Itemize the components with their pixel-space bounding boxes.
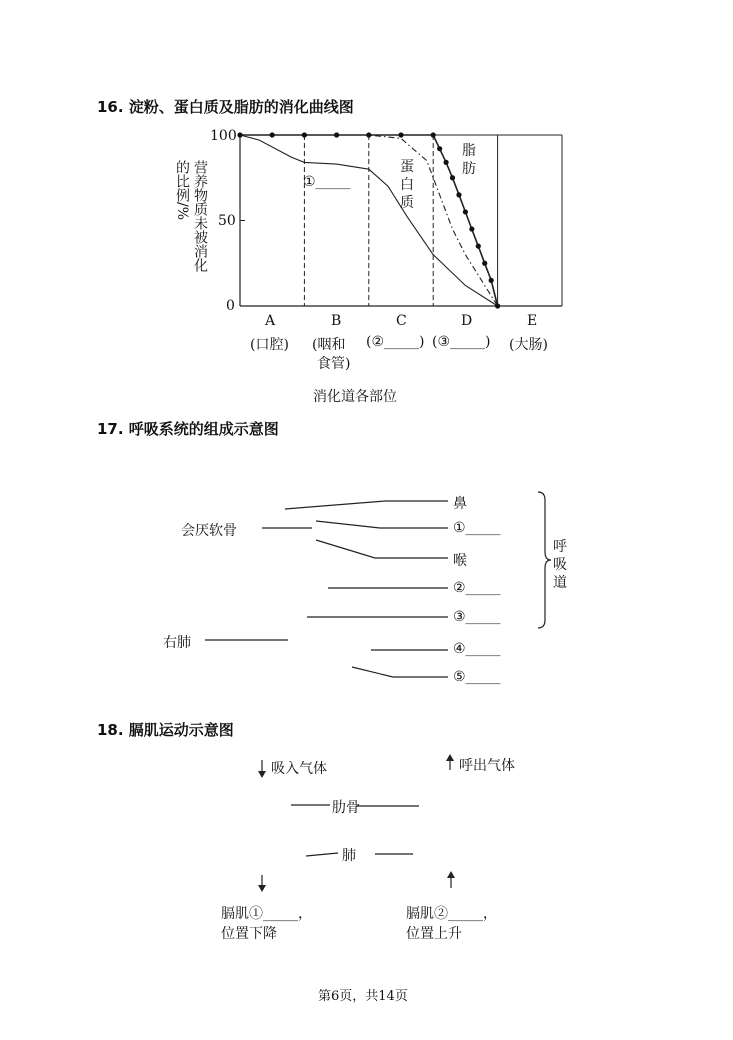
resp-item-4: ④_____ <box>453 641 501 657</box>
diaphragm1-line2: 位置下降 <box>221 926 277 942</box>
series1-label: ①_____ <box>303 174 351 190</box>
protein-char: 白 <box>400 177 414 193</box>
section16-title: 16. 淀粉、蛋白质及脂肪的消化曲线图 <box>97 98 354 116</box>
chart-xlabel: 消化道各部位 <box>313 389 397 405</box>
region-name: (咽和 <box>312 337 346 353</box>
ytick-100: 100 <box>210 128 237 144</box>
epiglottis-label: 会厌软骨 <box>181 523 237 539</box>
ytick-50: 50 <box>218 213 236 229</box>
lung-label: 肺 <box>342 848 356 864</box>
resp-item-3: ③_____ <box>453 609 501 625</box>
region-name: (③_____) <box>432 334 491 350</box>
region-letter: C <box>396 313 407 329</box>
down-arrow-icon <box>258 760 266 778</box>
resp-item-1: ①_____ <box>453 520 501 536</box>
diaphragm1-line1: 膈肌①_____， <box>221 906 312 922</box>
resp-item-5: ⑤_____ <box>453 669 501 685</box>
inhale-label: 吸入气体 <box>271 761 327 777</box>
region-letter: A <box>265 313 276 329</box>
ytick-0: 0 <box>226 298 235 314</box>
resp-item-larynx: 喉 <box>453 553 467 569</box>
chart-ylabel-line2: 的比例/% <box>174 160 190 221</box>
page-number: 第6页，共14页 <box>318 989 408 1004</box>
airway-char: 吸 <box>553 557 567 573</box>
region-name: (②_____) <box>366 334 425 350</box>
lung-line-left <box>306 853 338 856</box>
right-lung-label: 右肺 <box>163 635 191 651</box>
region-name-line2: 食管) <box>317 356 351 372</box>
up-arrow-icon <box>446 754 454 770</box>
region-letter: B <box>331 313 342 329</box>
down-arrow-icon <box>258 875 266 892</box>
diaphragm2-line1: 膈肌②_____， <box>406 906 497 922</box>
up-arrow-icon <box>447 871 455 888</box>
protein-char: 蛋 <box>400 159 414 175</box>
resp-item-2: ②_____ <box>453 580 501 596</box>
region-letter: D <box>461 313 473 329</box>
chart-ylabel-line1: 营养物质未被消化 <box>192 160 208 272</box>
resp-item-nose: 鼻 <box>453 496 467 512</box>
section18-title: 18. 膈肌运动示意图 <box>97 721 234 739</box>
diaphragm2-line2: 位置上升 <box>406 926 462 942</box>
protein-char: 质 <box>400 195 414 211</box>
fat-char: 肪 <box>462 161 476 177</box>
region-name: (大肠) <box>509 337 548 353</box>
exhale-label: 呼出气体 <box>459 758 515 774</box>
fat-char: 脂 <box>462 143 476 159</box>
rib-label: 肋骨 <box>332 800 360 816</box>
airway-char: 道 <box>553 575 567 591</box>
section17-title: 17. 呼吸系统的组成示意图 <box>97 420 279 438</box>
airway-char: 呼 <box>553 539 567 555</box>
region-name: (口腔) <box>250 337 289 353</box>
region-letter: E <box>527 313 538 329</box>
